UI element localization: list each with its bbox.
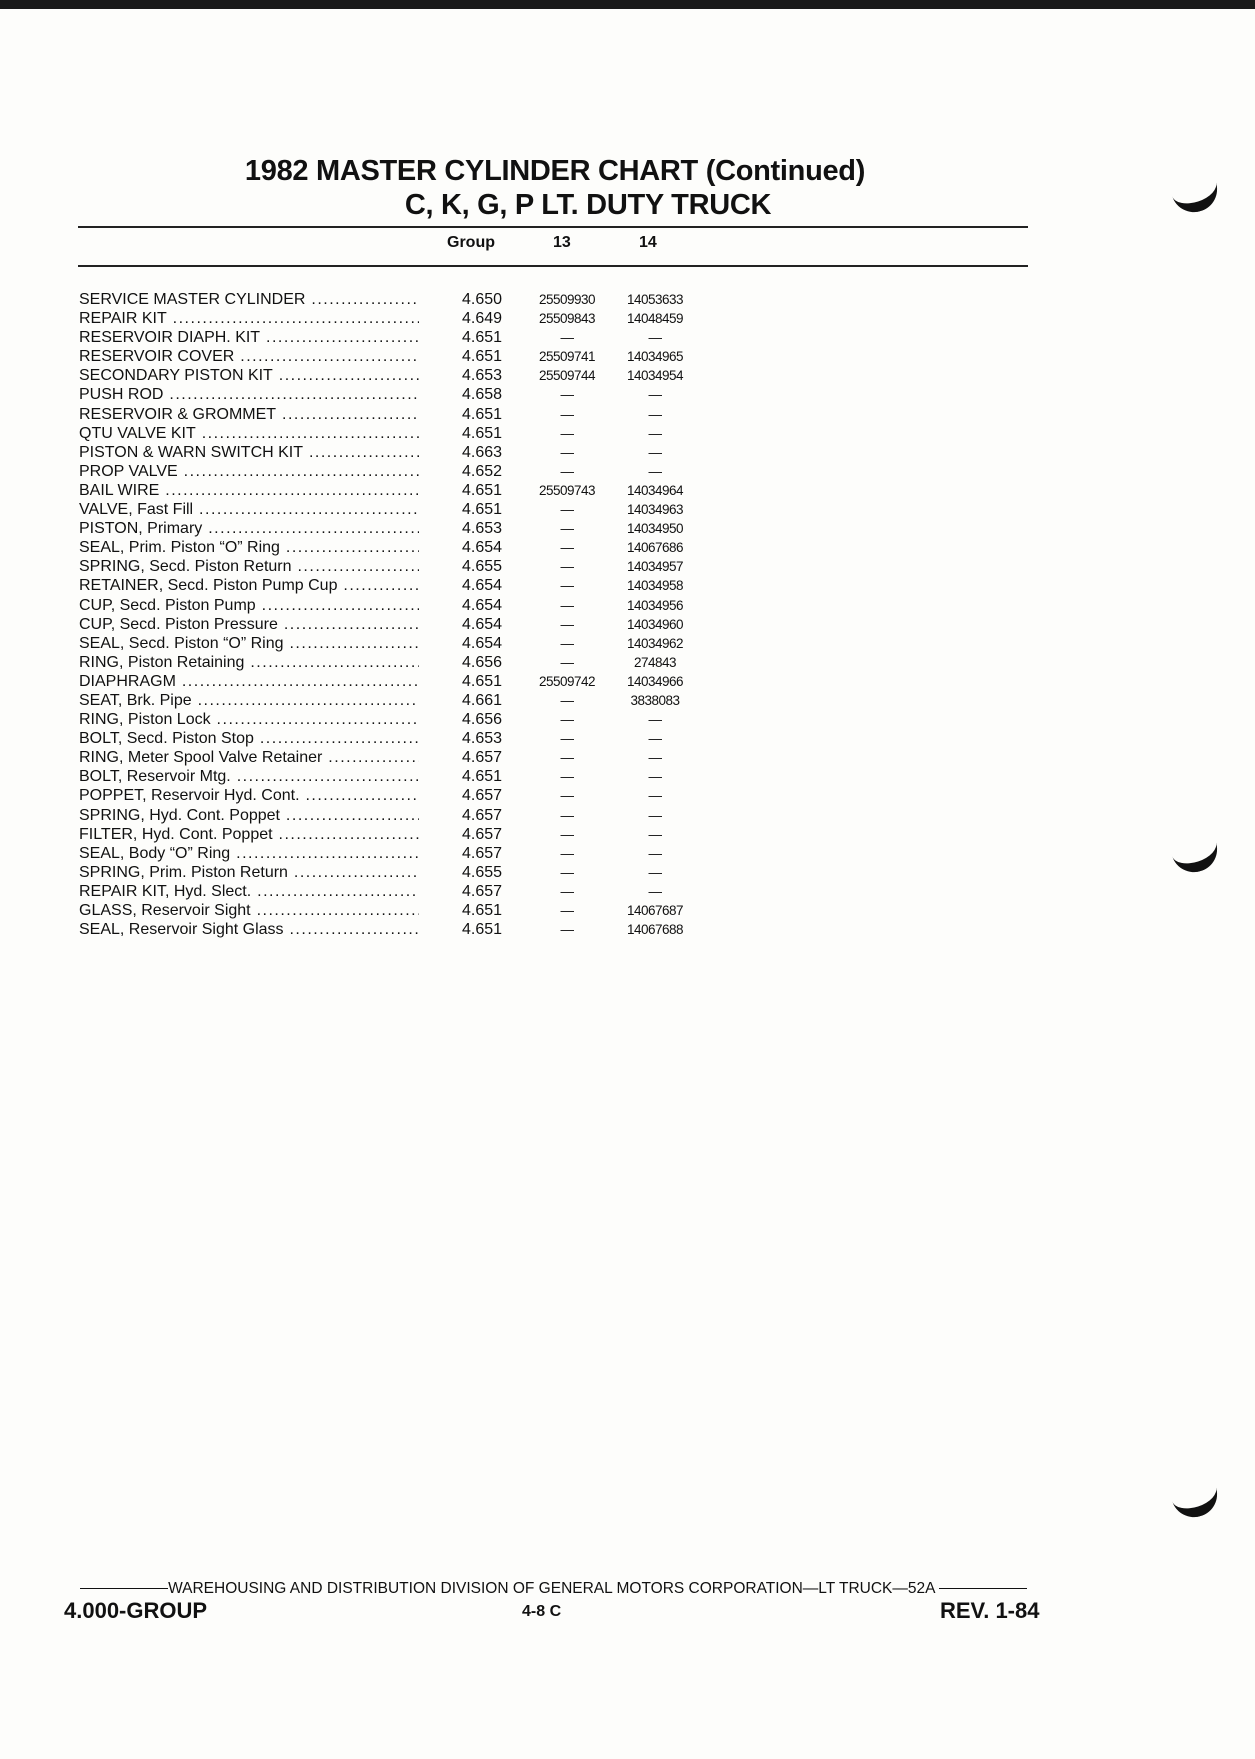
part-number-13: — [560,597,574,613]
table-row [79,424,719,443]
part-number-13: — [560,502,574,518]
part-number-13: — [560,807,574,823]
group-number: 4.654 [462,615,503,633]
part-number-13: 25509741 [538,349,596,365]
part-number-13: — [560,521,574,537]
part-number-13: — [560,616,574,632]
part-number-14: 14034956 [626,597,684,613]
part-number-13: — [560,540,574,556]
part-number-13: — [560,883,574,899]
part-description: SEAL, Body “O” Ring ..... [79,844,419,863]
table-row [79,309,719,328]
part-description: SPRING, Prim. Piston Return ..... [79,863,419,882]
table-row [79,691,719,710]
table-row [79,290,719,309]
part-number-13: — [560,578,574,594]
part-number-14: — [648,425,662,441]
part-description: RING, Piston Lock ..... [79,710,419,729]
group-number: 4.653 [462,730,503,748]
part-description: CUP, Secd. Piston Pressure ..... [79,615,419,634]
group-number: 4.653 [462,367,503,385]
table-row [79,901,719,920]
part-number-13: — [560,788,574,804]
header-top-rule [78,226,1028,228]
part-description: REPAIR KIT ..... [79,309,419,328]
part-description: BAIL WIRE ..... [79,481,419,500]
table-row [79,634,719,653]
group-number: 4.651 [462,424,503,442]
group-number: 4.651 [462,768,503,786]
group-number: 4.651 [462,405,503,423]
table-row [79,748,719,767]
part-number-14: 14067687 [626,903,684,918]
part-number-14: — [648,845,662,861]
group-number: 4.657 [462,825,503,843]
part-number-13: — [560,559,574,575]
part-number-14: 14034957 [626,559,684,575]
table-row [79,710,719,729]
part-number-14: 14067688 [626,922,684,938]
part-number-13: 25509930 [538,292,596,307]
group-number: 4.650 [462,291,503,308]
part-number-14: 14034950 [626,521,684,537]
group-number: 4.652 [462,462,503,480]
table-row [79,385,719,404]
part-description: PISTON, Primary ..... [79,519,419,538]
table-row [79,825,719,844]
part-number-13: — [560,731,574,747]
part-description: BOLT, Reservoir Mtg. ..... [79,767,419,786]
part-description: FILTER, Hyd. Cont. Poppet ..... [79,825,419,844]
footer-rule-left [80,1588,168,1589]
part-number-14: — [648,444,662,460]
part-number-14: 14034966 [626,673,684,689]
header-bottom-rule [78,265,1028,267]
part-description: BOLT, Secd. Piston Stop ..... [79,729,419,748]
table-row [79,882,719,901]
group-number: 4.657 [462,787,503,805]
part-number-14: — [648,406,662,422]
part-description: SEAT, Brk. Pipe ..... [79,691,419,710]
part-number-14: 274843 [633,654,677,670]
part-description: RESERVOIR DIAPH. KIT ..... [79,328,419,347]
table-row [79,576,719,595]
table-row [79,615,719,634]
part-description: PROP VALVE ..... [79,462,419,481]
part-number-14: 14034963 [626,502,684,518]
table-row [79,844,719,863]
part-description: DIAPHRAGM ..... [79,672,419,691]
footer-rule-right [939,1588,1027,1589]
part-description: POPPET, Reservoir Hyd. Cont. ..... [79,786,419,805]
table-row [79,347,719,366]
group-number: 4.651 [462,481,503,499]
part-number-13: — [560,330,574,346]
part-number-13: — [560,463,574,479]
group-number: 4.655 [462,558,503,576]
table-row [79,557,719,576]
part-number-14: — [648,750,662,766]
footer-page-number: 4-8 C [522,1603,562,1620]
group-number: 4.651 [462,921,503,939]
table-row [79,405,719,424]
part-number-13: — [560,692,574,708]
part-number-14: 14034958 [626,578,684,594]
page-top-border [0,0,1255,9]
part-number-13: — [560,444,574,460]
part-number-14: — [648,712,662,728]
part-number-13: — [560,903,574,918]
part-number-13: — [560,654,574,670]
part-description: VALVE, Fast Fill ..... [79,500,419,519]
table-row [79,519,719,538]
page-subtitle: C, K, G, P LT. DUTY TRUCK [404,189,772,221]
part-description: PUSH ROD ..... [79,385,419,404]
part-number-14: — [648,826,662,842]
group-number: 4.651 [462,902,503,919]
table-row [79,538,719,557]
table-row [79,672,719,691]
group-number: 4.651 [462,348,503,366]
part-number-13: — [560,425,574,441]
group-number: 4.649 [462,310,503,328]
table-row [79,328,719,347]
part-number-14: — [648,864,662,880]
table-row [79,863,719,882]
group-number: 4.655 [462,863,503,881]
part-description: PISTON & WARN SWITCH KIT ..... [79,443,419,462]
part-description: SPRING, Hyd. Cont. Poppet ..... [79,806,419,825]
binder-hole-mark [1167,1471,1223,1523]
group-number: 4.653 [462,520,503,538]
part-number-13: 25509743 [538,482,596,498]
column-header-14: 14 [639,234,657,251]
part-description: GLASS, Reservoir Sight ..... [79,901,419,920]
page-title: 1982 MASTER CYLINDER CHART (Continued) [244,155,866,187]
part-number-14: 14048459 [626,311,684,327]
table-row [79,462,719,481]
part-number-13: — [560,635,574,651]
part-number-14: — [648,769,662,785]
table-row [79,786,719,805]
group-number: 4.654 [462,634,503,652]
part-description: SPRING, Secd. Piston Return ..... [79,557,419,576]
parts-table [79,290,719,939]
group-number: 4.656 [462,711,503,729]
footer-group-code: 4.000-GROUP [64,1598,208,1623]
table-row [79,596,719,615]
table-row [79,366,719,385]
footer-revision: REV. 1-84 [940,1598,1040,1623]
part-number-13: 25509744 [538,368,596,384]
footer-division-line [70,1580,1037,1598]
part-number-14: — [648,731,662,747]
part-description: SEAL, Prim. Piston “O” Ring ..... [79,538,419,557]
part-number-14: 14034965 [626,349,684,365]
group-number: 4.657 [462,806,503,824]
part-description: SEAL, Reservoir Sight Glass ..... [79,920,419,939]
part-number-13: — [560,750,574,766]
part-description: SERVICE MASTER CYLINDER ..... [79,290,419,309]
table-row [79,481,719,500]
part-number-13: — [560,826,574,842]
part-number-14: 14034954 [626,368,684,384]
part-number-13: — [560,769,574,785]
part-number-13: — [560,864,574,880]
part-number-14: — [648,883,662,899]
group-number: 4.657 [462,882,503,900]
table-row [79,443,719,462]
column-header-group: Group [447,234,495,251]
group-number: 4.657 [462,844,503,862]
part-description: QTU VALVE KIT ..... [79,424,419,443]
table-row [79,729,719,748]
footer-division: WAREHOUSING AND DISTRIBUTION DIVISION OF GENERAL MOTORS CORPORATION—LT TRUCK—52A [168,1580,935,1597]
part-number-14: — [648,387,662,403]
part-number-13: — [560,922,574,938]
group-number: 4.661 [462,691,503,709]
binder-hole-mark [1167,826,1223,878]
part-number-13: 25509843 [538,311,596,327]
group-number: 4.651 [462,501,503,519]
part-number-14: 14034962 [626,635,684,651]
part-number-14: — [648,330,662,346]
part-description: REPAIR KIT, Hyd. Slect. ..... [79,882,419,901]
group-number: 4.651 [462,672,503,690]
part-number-13: — [560,845,574,861]
group-number: 4.654 [462,596,503,614]
part-number-14: — [648,807,662,823]
group-number: 4.654 [462,577,503,595]
part-number-14: — [648,463,662,479]
part-number-13: — [560,712,574,728]
table-row [79,767,719,786]
table-row [79,653,719,672]
part-description: RING, Meter Spool Valve Retainer ..... [79,748,419,767]
group-number: 4.657 [462,749,503,767]
part-description: RESERVOIR COVER ..... [79,347,419,366]
part-number-14: 14053633 [626,292,684,307]
column-header-13: 13 [553,234,571,251]
part-number-13: 25509742 [538,673,596,689]
title-block [0,154,1110,222]
group-number: 4.651 [462,329,503,347]
part-description: RETAINER, Secd. Piston Pump Cup ..... [79,576,419,595]
part-description: SECONDARY PISTON KIT ..... [79,366,419,385]
part-description: RESERVOIR & GROMMET ..... [79,405,419,424]
part-number-14: 14067686 [626,540,684,556]
table-row [79,806,719,825]
part-description: SEAL, Secd. Piston “O” Ring ..... [79,634,419,653]
part-number-14: 14034964 [626,482,684,498]
part-number-14: — [648,788,662,804]
part-description: RING, Piston Retaining ..... [79,653,419,672]
part-number-13: — [560,406,574,422]
table-row [79,500,719,519]
group-number: 4.656 [462,653,503,671]
group-number: 4.663 [462,443,503,461]
part-number-13: — [560,387,574,403]
part-number-14: 14034960 [626,616,684,632]
table-row [79,920,719,939]
group-number: 4.658 [462,386,503,404]
group-number: 4.654 [462,539,503,557]
part-description: CUP, Secd. Piston Pump ..... [79,596,419,615]
binder-hole-mark [1167,166,1223,218]
part-number-14: 3838083 [630,692,680,708]
